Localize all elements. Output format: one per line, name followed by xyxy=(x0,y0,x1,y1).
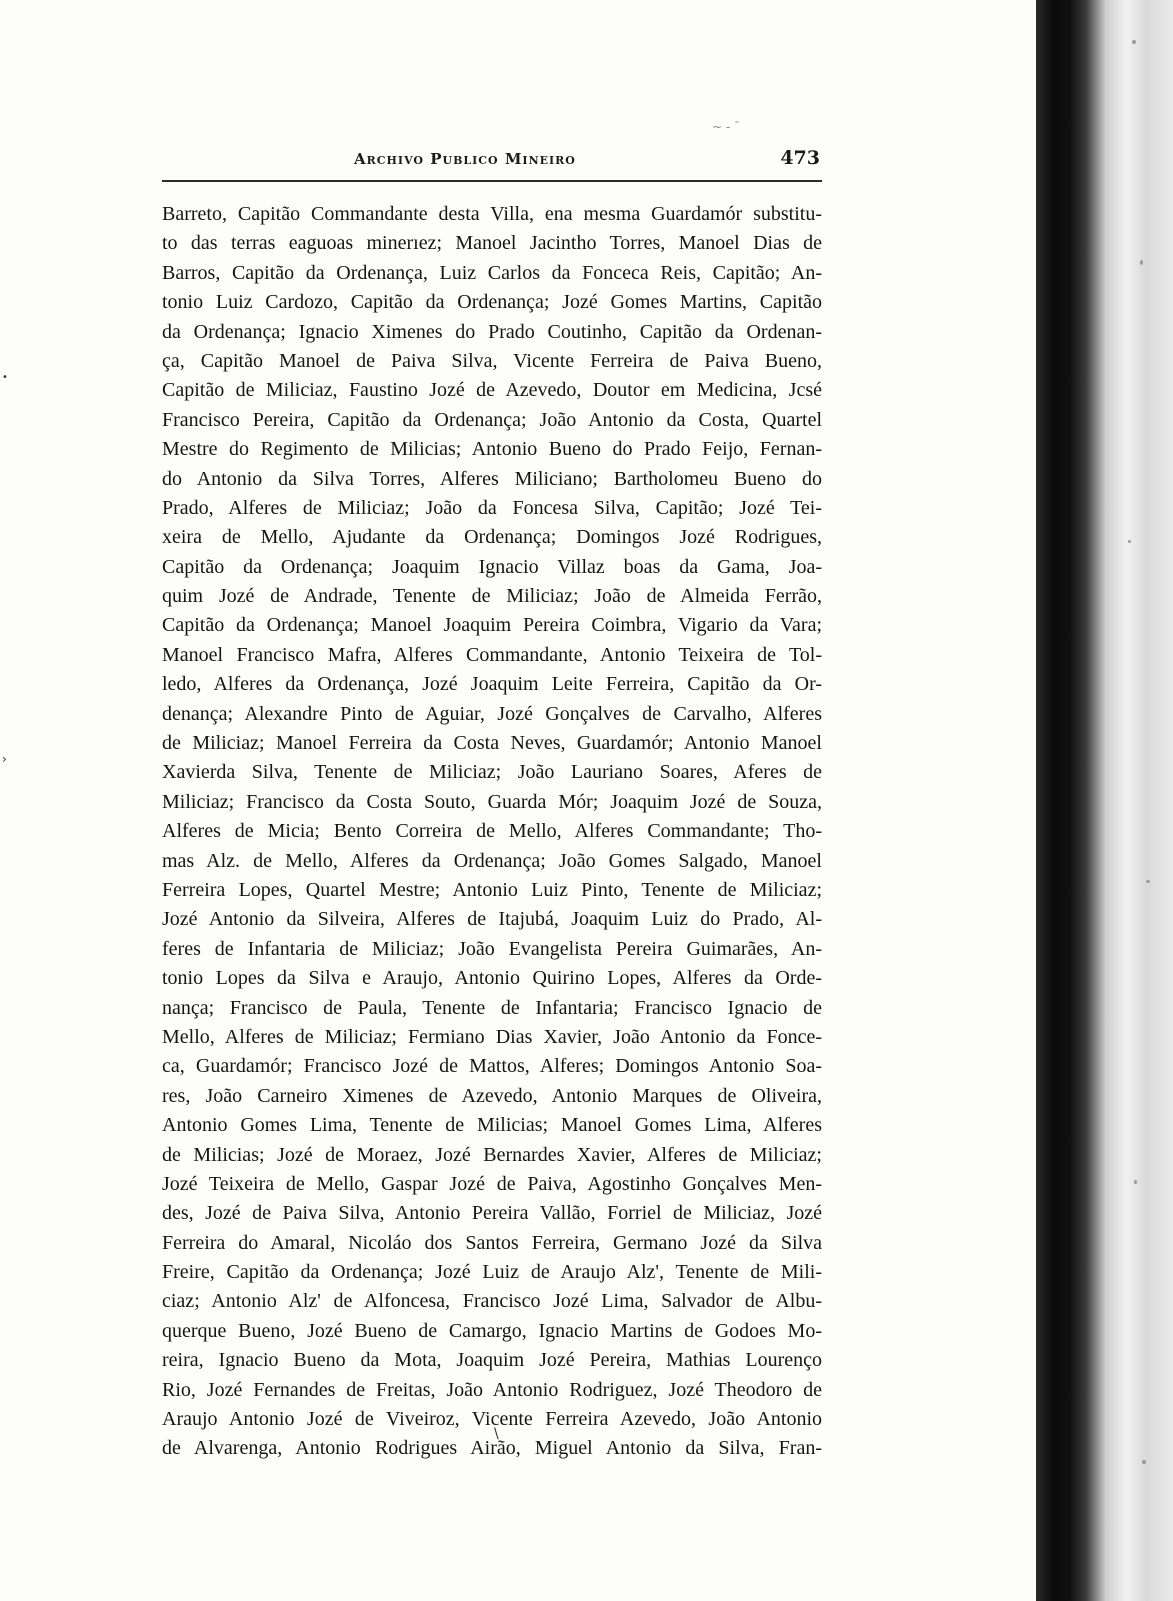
text-line: Alferes de Micia; Bento Correira de Mello, Alferes Commandante; Tho- xyxy=(162,820,822,843)
text-line: Manoel Francisco Mafra, Alferes Commandante, Antonio Teixeira de Tol- xyxy=(162,643,822,666)
text-line: ça, Capitão Manoel de Paiva Silva, Vicente Ferreira de Paiva Bueno, xyxy=(162,349,822,372)
text-line: do Antonio da Silva Torres, Alferes Miliciano; Bartholomeu Bueno do xyxy=(162,467,822,490)
text-line: de Milicias; Jozé de Moraez, Jozé Bernardes Xavier, Alferes de Miliciaz; xyxy=(162,1143,822,1166)
text-line: ledo, Alferes da Ordenança, Jozé Joaquim Leite Ferreira, Capitão da Or- xyxy=(162,673,822,696)
text-line: Barreto, Capitão Commandante desta Villa, ena mesma Guardamór substitu- xyxy=(162,203,822,225)
text-line: Capitão da Ordenança; Manoel Joaquim Pereira Coimbra, Vigario da Vara; xyxy=(162,614,822,637)
text-line: de Miliciaz; Manoel Ferreira da Costa Neves, Guardamór; Antonio Manoel xyxy=(162,732,822,755)
text-line: xeira de Mello, Ajudante da Ordenança; Domingos Jozé Rodrigues, xyxy=(162,526,822,549)
text-line: Ferreira do Amaral, Nicoláo dos Santos Ferreira, Germano Jozé da Silva xyxy=(162,1231,822,1254)
text-line: Araujo Antonio Jozé de Viveiroz, Vicente Ferreira Azevedo, João Antonio xyxy=(162,1408,822,1431)
text-line: tonio Luiz Cardozo, Capitão da Ordenança; Jozé Gomes Martins, Capitão xyxy=(162,291,822,314)
text-line: de Alvarenga, Antonio Rodrigues Airão, Miguel Antonio da Silva, Fran- xyxy=(162,1437,822,1460)
text-line: tonio Lopes da Silva e Araujo, Antonio Quirino Lopes, Alferes da Orde- xyxy=(162,967,822,990)
text-line: Francisco Pereira, Capitão da Ordenança; João Antonio da Costa, Quartel xyxy=(162,408,822,431)
text-line: querque Bueno, Jozé Bueno de Camargo, Ignacio Martins de Godoes Mo- xyxy=(162,1319,822,1342)
running-title: Archivo Publico Mineiro xyxy=(354,150,576,168)
book-binding-edge xyxy=(1036,0,1173,1601)
text-line: feres de Infantaria de Miliciaz; João Evangelista Pereira Guimarães, An- xyxy=(162,937,822,960)
text-line: mas Alz. de Mello, Alferes da Ordenança; João Gomes Salgado, Manoel xyxy=(162,849,822,872)
text-line: denança; Alexandre Pinto de Aguiar, Jozé Gonçalves de Carvalho, Alferes xyxy=(162,702,822,725)
stray-mark: \ xyxy=(494,1426,499,1442)
text-line: res, João Carneiro Ximenes de Azevedo, Antonio Marques de Oliveira, xyxy=(162,1084,822,1107)
text-line: ciaz; Antonio Alz' de Alfoncesa, Francisco Jozé Lima, Salvador de Albu- xyxy=(162,1290,822,1313)
text-line: Freire, Capitão da Ordenança; Jozé Luiz de Araujo Alz', Tenente de Mili- xyxy=(162,1261,822,1284)
text-line: to das terras eaguoas minerıez; Manoel Jacintho Torres, Manoel Dias de xyxy=(162,232,822,255)
text-line: Jozé Antonio da Silveira, Alferes de Itajubá, Joaquim Luiz do Prado, Al- xyxy=(162,908,822,931)
text-line: Capitão de Miliciaz, Faustino Jozé de Azevedo, Doutor em Medicina, Jcsé xyxy=(162,379,822,402)
text-line: Jozé Teixeira de Mello, Gaspar Jozé de Paiva, Agostinho Gonçalves Men- xyxy=(162,1172,822,1195)
body-text xyxy=(162,200,822,1464)
text-line: Xavierda Silva, Tenente de Miliciaz; João Lauriano Soares, Aferes de xyxy=(162,761,822,784)
text-line: Capitão da Ordenança; Joaquim Ignacio Villaz boas da Gama, Joa- xyxy=(162,555,822,578)
header-rule xyxy=(162,180,822,182)
text-line: Mello, Alferes de Miliciaz; Fermiano Dias Xavier, João Antonio da Fonce- xyxy=(162,1025,822,1048)
page-header xyxy=(160,147,822,173)
text-line: Barros, Capitão da Ordenança, Luiz Carlos da Fonceca Reis, Capitão; An- xyxy=(162,261,822,284)
text-line: Antonio Gomes Lima, Tenente de Milicias; Manoel Gomes Lima, Alferes xyxy=(162,1114,822,1137)
text-line: ca, Guardamór; Francisco Jozé de Mattos, Alferes; Domingos Antonio Soa- xyxy=(162,1055,822,1078)
text-line: reira, Ignacio Bueno da Mota, Joaquim Jozé Pereira, Mathias Lourenço xyxy=(162,1349,822,1372)
text-line: quim Jozé de Andrade, Tenente de Miliciaz; João de Almeida Ferrão, xyxy=(162,585,822,608)
page-number: 473 xyxy=(780,147,820,169)
text-line: des, Jozé de Paiva Silva, Antonio Pereira Vallão, Forriel de Miliciaz, Jozé xyxy=(162,1202,822,1225)
margin-tick: › xyxy=(2,752,7,766)
scan-smudge: ~ ‐ ¯ xyxy=(712,120,741,134)
text-line: da Ordenança; Ignacio Ximenes do Prado Coutinho, Capitão da Ordenan- xyxy=(162,320,822,343)
text-line: Mestre do Regimento de Milicias; Antonio Bueno do Prado Feijo, Fernan- xyxy=(162,438,822,461)
text-line: Ferreira Lopes, Quartel Mestre; Antonio Luiz Pinto, Tenente de Miliciaz; xyxy=(162,878,822,901)
text-line: Miliciaz; Francisco da Costa Souto, Guarda Mór; Joaquim Jozé de Souza, xyxy=(162,790,822,813)
text-line: Rio, Jozé Fernandes de Freitas, João Antonio Rodriguez, Jozé Theodoro de xyxy=(162,1378,822,1401)
margin-speck: • xyxy=(2,372,8,383)
text-line: nança; Francisco de Paula, Tenente de Infantaria; Francisco Ignacio de xyxy=(162,996,822,1019)
text-line: Prado, Alferes de Miliciaz; João da Foncesa Silva, Capitão; Jozé Tei- xyxy=(162,496,822,519)
